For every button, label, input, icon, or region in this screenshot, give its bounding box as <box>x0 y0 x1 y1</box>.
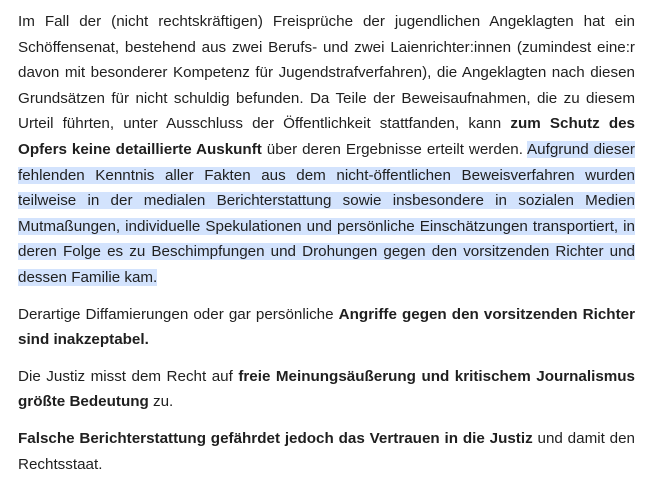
verdict-text-results: über deren Ergebnisse erteilt werden. <box>261 140 528 158</box>
free-speech-text: Die Justiz misst dem Recht auf <box>18 367 239 385</box>
paragraph-free-speech[interactable] <box>18 364 635 415</box>
defamation-text: Derartige Diffamierungen oder gar persönliche <box>18 305 339 323</box>
defamation-bold-attacks: Angriffe gegen den vorsitzenden Richter sind inakzeptabel. <box>18 305 635 349</box>
false-reporting-bold: Falsche Berichterstattung gefährdet jedoch das Vertrauen in die Justiz <box>18 429 533 447</box>
verdict-bold-no-disclosure: zum Schutz des Opfers keine detaillierte Auskunft <box>18 115 635 158</box>
selected-text-highlight[interactable]: Aufgrund dieser fehlenden Kenntnis aller Fakten aus dem nicht-öffentlichen Beweisverfahren wurden teilweise in der medialen Berichterstattung sowie insbesondere in sozialen Medien Mutmaßungen, individuelle Spekulationen und persönliche Einschätzungen transportiert, in deren Folge es zu Beschimpfungen und Drohungen gegen den vorsitzenden Richter und dessen Familie kam. <box>18 140 635 286</box>
verdict-text: Im Fall der (nicht rechtskräftigen) Freisprüche der jugendlichen Angeklagten hat ein Schöffensenat, bestehend aus zwei Berufs- und zwei Laienrichter:innen (zumindest eine:r davon mit besonderer Kompetenz für Jugendstrafverfahren), die Angeklagten nach diesen Grundsätzen für nicht schuldig befunden. Da Teile der Beweisaufnahmen, die zu diesem Urteil führten, unter Ausschluss der Öffentlichkeit stattfanden, kann <box>18 13 635 133</box>
paragraph-defamation[interactable] <box>18 302 635 353</box>
false-reporting-text: und damit den Rechtsstaat. <box>18 429 635 473</box>
free-speech-bold: freie Meinungsäußerung und kritischem Journalismus größte Bedeutung <box>18 367 635 411</box>
paragraph-false-reporting[interactable] <box>18 426 635 477</box>
paragraph-verdict[interactable] <box>18 9 635 291</box>
document-body <box>18 9 635 488</box>
free-speech-text-end: zu. <box>148 393 174 411</box>
